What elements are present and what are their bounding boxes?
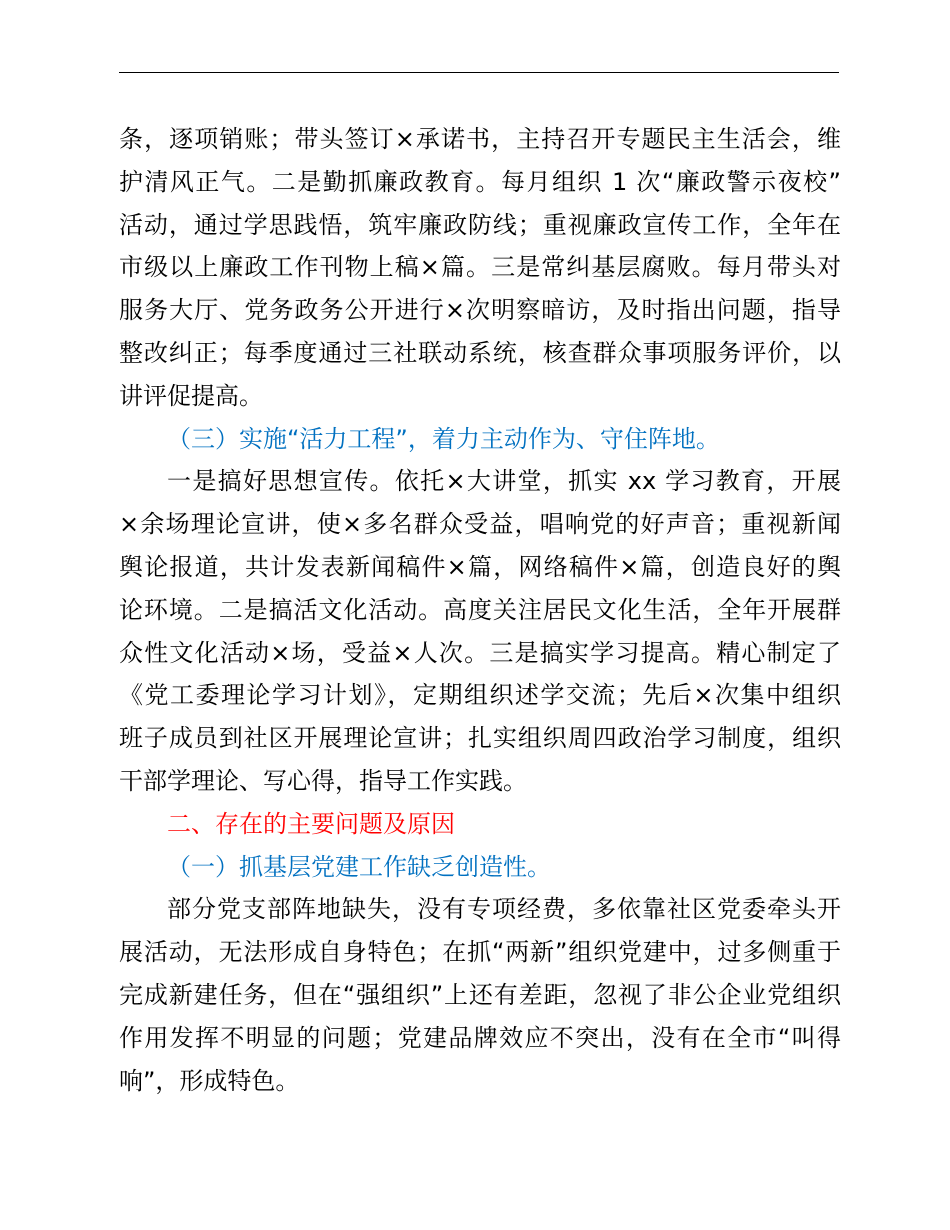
paragraph-line: 舆论报道，共计发表新闻稿件×篇，网络稿件×篇，创造良好的舆 (119, 552, 841, 581)
section-heading-2: 二、存在的主要问题及原因 (167, 809, 455, 838)
paragraph-line: 班子成员到社区开展理论宣讲；扎实组织周四政治学习制度，组织 (119, 724, 841, 753)
header-rule (119, 72, 839, 73)
paragraph-line: ×余场理论宣讲，使×多名群众受益，唱响党的好声音；重视新闻 (119, 510, 841, 539)
subheading-1: （一）抓基层党建工作缺乏创造性。 (167, 852, 551, 881)
paragraph-line: 市级以上廉政工作刊物上稿×篇。三是常纠基层腐败。每月带头对 (119, 253, 841, 282)
paragraph-line: 展活动，无法形成自身特色；在抓“两新”组织党建中，过多侧重于 (119, 938, 841, 967)
paragraph-line: 护清风正气。二是勤抓廉政教育。每月组织 1 次“廉政警示夜校” (119, 167, 841, 196)
paragraph-line: 活动，通过学思践悟，筑牢廉政防线；重视廉政宣传工作，全年在 (119, 210, 841, 239)
paragraph-line: 部分党支部阵地缺失，没有专项经费，多依靠社区党委牵头开 (167, 895, 841, 924)
subheading-3: （三）实施“活力工程”，着力主动作为、守住阵地。 (167, 424, 720, 453)
paragraph-line: 众性文化活动×场，受益×人次。三是搞实学习提高。精心制定了 (119, 638, 841, 667)
document-body (119, 118, 841, 1102)
paragraph-line: 服务大厅、党务政务公开进行×次明察暗访，及时指出问题，指导 (119, 296, 841, 325)
paragraph-line: 响”，形成特色。 (119, 1066, 300, 1095)
paragraph-line: 条，逐项销账；带头签订×承诺书，主持召开专题民主生活会，维 (119, 125, 841, 153)
paragraph-line: 干部学理论、写心得，指导工作实践。 (119, 766, 527, 795)
paragraph-line: 《党工委理论学习计划》，定期组织述学交流；先后×次集中组织 (119, 681, 841, 710)
paragraph-line: 一是搞好思想宣传。依托×大讲堂，抓实 xx 学习教育，开展 (167, 467, 841, 496)
paragraph-line: 整改纠正；每季度通过三社联动系统，核查群众事项服务评价，以 (119, 338, 841, 367)
paragraph-line: 讲评促提高。 (119, 381, 263, 410)
paragraph-line: 论环境。二是搞活文化活动。高度关注居民文化生活，全年开展群 (119, 595, 841, 624)
paragraph-line: 作用发挥不明显的问题；党建品牌效应不突出，没有在全市“叫得 (119, 1023, 841, 1052)
paragraph-line: 完成新建任务，但在“强组织”上还有差距，忽视了非公企业党组织 (119, 980, 841, 1009)
